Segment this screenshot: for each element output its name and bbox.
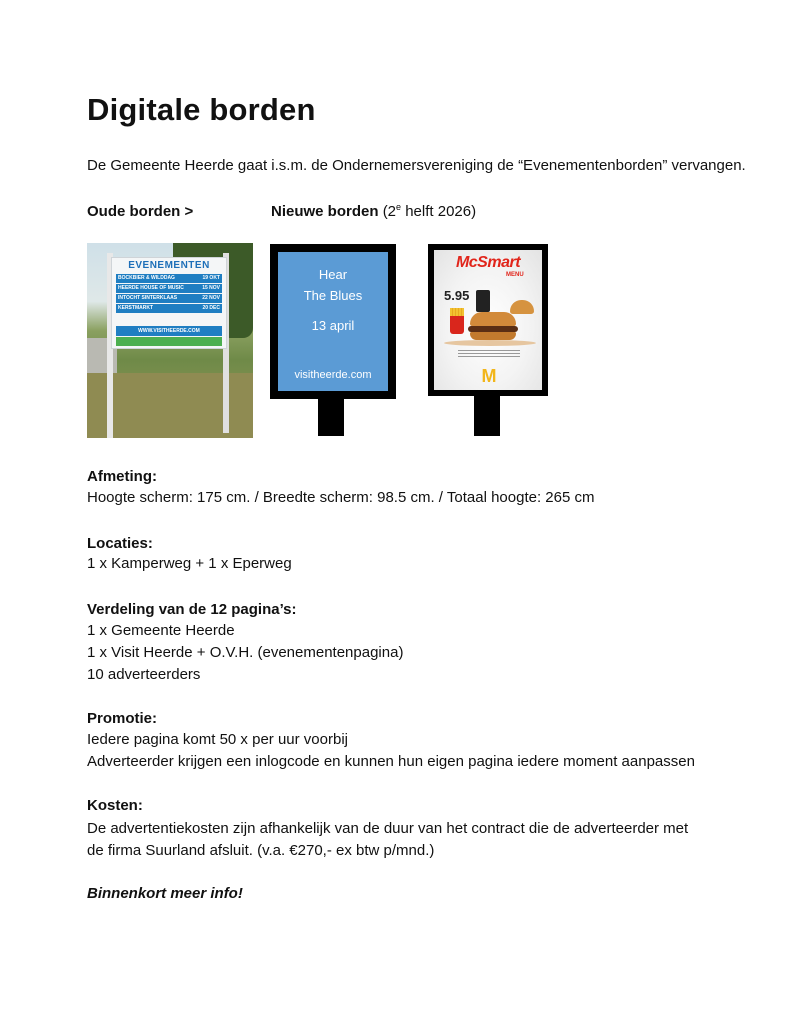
board-stand xyxy=(318,399,344,436)
section-text-locaties: 1 x Kamperweg + 1 x Eperweg xyxy=(87,555,292,572)
section-heading-kosten: Kosten: xyxy=(87,797,143,814)
section-text-verdeling-2: 1 x Visit Heerde + O.V.H. (evenementenpagina) xyxy=(87,644,404,661)
intro-text: De Gemeente Heerde gaat i.s.m. de Ondernemersvereniging de “Evenementenborden” vervangen. xyxy=(87,157,746,174)
new-boards-period-post: helft 2026) xyxy=(401,203,477,220)
board-headline-1: Hear xyxy=(318,267,348,282)
old-sign-date: 19 OKT xyxy=(202,275,220,281)
page-title: Digitale borden xyxy=(87,92,316,127)
section-text-promotie-2: Adverteerder krijgen een inlogcode en kunnen hun eigen pagina iedere moment aanpassen xyxy=(87,753,695,770)
section-heading-locaties: Locaties: xyxy=(87,535,153,552)
board-stand xyxy=(474,396,500,436)
old-sign-row xyxy=(116,274,222,283)
burger-small-icon xyxy=(510,300,534,314)
burger-icon xyxy=(470,312,516,326)
old-boards-label: Oude borden > xyxy=(87,203,194,220)
new-boards-period-pre: (2 xyxy=(382,203,397,220)
section-text-kosten-1: De advertentiekosten zijn afhankelijk van de duur van het contract die de adverteerder met xyxy=(87,820,689,837)
section-text-verdeling-3: 10 adverteerders xyxy=(87,666,201,683)
old-sign-url: WWW.VISITHEERDE.COM xyxy=(116,326,222,336)
new-boards-period-sup: e xyxy=(396,202,402,212)
burger-bun-icon xyxy=(470,332,516,340)
section-text-verdeling-1: 1 x Gemeente Heerde xyxy=(87,622,235,639)
old-sign-event: KERSTMARKT xyxy=(118,305,153,311)
old-sign-event: INTOCHT SINTERKLAAS xyxy=(118,295,178,301)
new-boards-label xyxy=(271,203,476,220)
golden-arches-logo: M xyxy=(481,366,497,386)
ad-menu-label: MENU xyxy=(506,272,524,278)
new-boards-label-bold: Nieuwe borden xyxy=(271,203,379,220)
old-sign-event: HEERDE HOUSE OF MUSIC xyxy=(118,285,184,291)
digital-board-blues xyxy=(270,244,396,399)
old-sign-title: EVENEMENTEN xyxy=(128,260,210,271)
old-sign-date: 20 DEC xyxy=(202,305,220,311)
section-text-afmeting: Hoogte scherm: 175 cm. / Breedte scherm: 98.5 cm. / Totaal hoogte: 265 cm xyxy=(87,489,595,506)
board-url: visitheerde.com xyxy=(294,369,372,381)
ad-title: McSmart xyxy=(455,254,521,271)
old-sign-rows xyxy=(116,274,222,314)
fries-box-icon xyxy=(450,316,464,334)
drink-icon xyxy=(476,290,490,312)
old-sign-row xyxy=(116,304,222,313)
closing-note: Binnenkort meer info! xyxy=(87,885,243,902)
section-heading-verdeling: Verdeling van de 12 pagina’s: xyxy=(87,601,297,618)
board-screen xyxy=(278,252,388,391)
old-sign-row xyxy=(116,284,222,293)
section-heading-promotie: Promotie: xyxy=(87,710,158,727)
section-text-kosten-2: de firma Suurland afsluit. (v.a. €270,- ex btw p/mnd.) xyxy=(87,842,435,859)
digital-board-mcdonalds xyxy=(428,244,548,396)
old-sign-footer xyxy=(116,337,222,346)
old-event-sign xyxy=(111,257,227,349)
old-board-photo xyxy=(87,243,253,438)
old-sign-date: 22 NOV xyxy=(202,295,220,301)
board-screen xyxy=(434,250,542,390)
old-sign-event: BOCKBIER & WILDDAG xyxy=(118,275,175,281)
board-date: 13 april xyxy=(311,318,355,333)
old-sign-row xyxy=(116,294,222,303)
old-sign-date: 15 NOV xyxy=(202,285,220,291)
plate-shape xyxy=(444,340,536,346)
fine-print xyxy=(458,350,520,358)
board-headline-2: The Blues xyxy=(303,288,363,303)
ad-price: 5.95 xyxy=(444,288,470,303)
section-heading-afmeting: Afmeting: xyxy=(87,468,157,485)
section-text-promotie-1: Iedere pagina komt 50 x per uur voorbij xyxy=(87,731,348,748)
